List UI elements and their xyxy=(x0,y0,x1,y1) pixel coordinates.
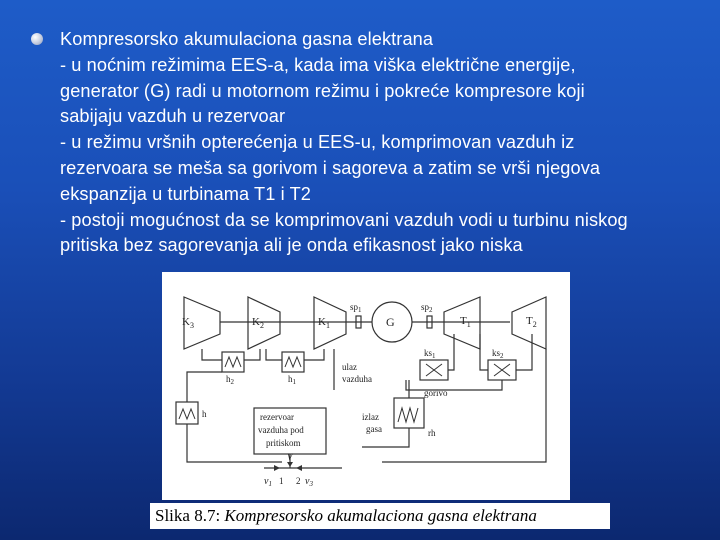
text-line-7: - postoji mogućnost da se komprimovani vazduh vodi u turbinu niskog xyxy=(60,209,628,230)
label-k1: $K_1$ xyxy=(318,316,330,330)
label-n1: 1 xyxy=(279,476,284,486)
pipe-exhaust xyxy=(382,349,546,462)
label-v: V xyxy=(287,452,293,462)
pipe-cooler-k1 xyxy=(304,349,324,360)
label-reservoir-1: rezervoar xyxy=(260,412,294,422)
label-t2: $T_2$ xyxy=(526,315,537,329)
label-izlaz: izlaz xyxy=(362,412,379,422)
label-k3: $K_3$ xyxy=(182,316,194,330)
text-line-4: - u režimu vršnih opterećenja u EES-u, komprimovan vazduh iz xyxy=(60,132,575,153)
cooler-h2 xyxy=(222,352,244,372)
coil-rh xyxy=(398,408,418,422)
label-ks2: $ks_2$ xyxy=(492,348,504,360)
label-rh: rh xyxy=(428,428,436,438)
caption-prefix: Slika 8.7: xyxy=(155,506,225,525)
pipe-k3-cooler xyxy=(202,349,222,360)
figure-caption xyxy=(150,503,610,529)
coil-h xyxy=(179,409,195,419)
label-h: h xyxy=(202,409,207,419)
bullet-icon xyxy=(31,33,43,45)
text-line-8: pritiska bez sagorevanja ali je onda efikasnost jako niska xyxy=(60,235,523,256)
label-t1: $T_1$ xyxy=(460,315,471,329)
pipe-k2-cooler xyxy=(266,349,282,360)
schematic-diagram xyxy=(162,272,570,500)
label-reservoir-3: pritiskom xyxy=(266,438,301,448)
pipe-t1-ks2 xyxy=(480,334,488,370)
schematic-figure xyxy=(162,272,570,500)
label-gasa: gasa xyxy=(366,424,382,434)
label-h2: $h_2$ xyxy=(226,374,234,386)
text-line-2: generator (G) radi u motornom režimu i pokreće kompresore koji xyxy=(60,80,585,101)
slide-text xyxy=(60,27,700,259)
pipe-h-loop xyxy=(187,372,222,402)
label-ks1: $ks_1$ xyxy=(424,348,436,360)
pipe-cooler-k2 xyxy=(244,349,260,360)
label-generator: G xyxy=(386,315,395,329)
label-gorivo: gorivo xyxy=(424,388,448,398)
coil-h1 xyxy=(285,357,301,367)
valve-v xyxy=(287,462,293,467)
label-h1: $h_1$ xyxy=(288,374,296,386)
valve-v1 xyxy=(274,465,280,471)
heat-exchanger-h xyxy=(176,402,198,424)
label-v3: $v_3$ xyxy=(305,476,313,488)
coil-h2 xyxy=(225,357,241,367)
label-reservoir-2: vazduha pod xyxy=(258,425,304,435)
text-line-6: ekspanzija u turbinama T1 i T2 xyxy=(60,183,312,204)
text-line-5: rezervoara se meša sa gorivom i sagoreva a zatim se vrši njegova xyxy=(60,157,601,178)
label-vazduha: vazduha xyxy=(342,374,372,384)
label-sp2: $sp_2$ xyxy=(421,302,433,314)
label-sp1: $sp_1$ xyxy=(350,302,362,314)
pipe-fuel xyxy=(406,380,502,390)
label-k2: $K_2$ xyxy=(252,316,264,330)
pipe-t1-ks1 xyxy=(448,334,454,370)
text-line-3: sabijaju vazduh u rezervoar xyxy=(60,106,286,127)
text-line-1: - u noćnim režimima EES-a, kada ima viška električne energije, xyxy=(60,54,576,75)
valve-v3 xyxy=(296,465,302,471)
label-v1: $v_1$ xyxy=(264,476,272,488)
label-n2: 2 xyxy=(296,476,301,486)
cooler-h1 xyxy=(282,352,304,372)
slide-heading: Kompresorsko akumulaciona gasna elektrana xyxy=(60,29,434,49)
label-ulaz: ulaz xyxy=(342,362,357,372)
caption-title: Kompresorsko akumalaciona gasna elektrana xyxy=(224,506,537,525)
